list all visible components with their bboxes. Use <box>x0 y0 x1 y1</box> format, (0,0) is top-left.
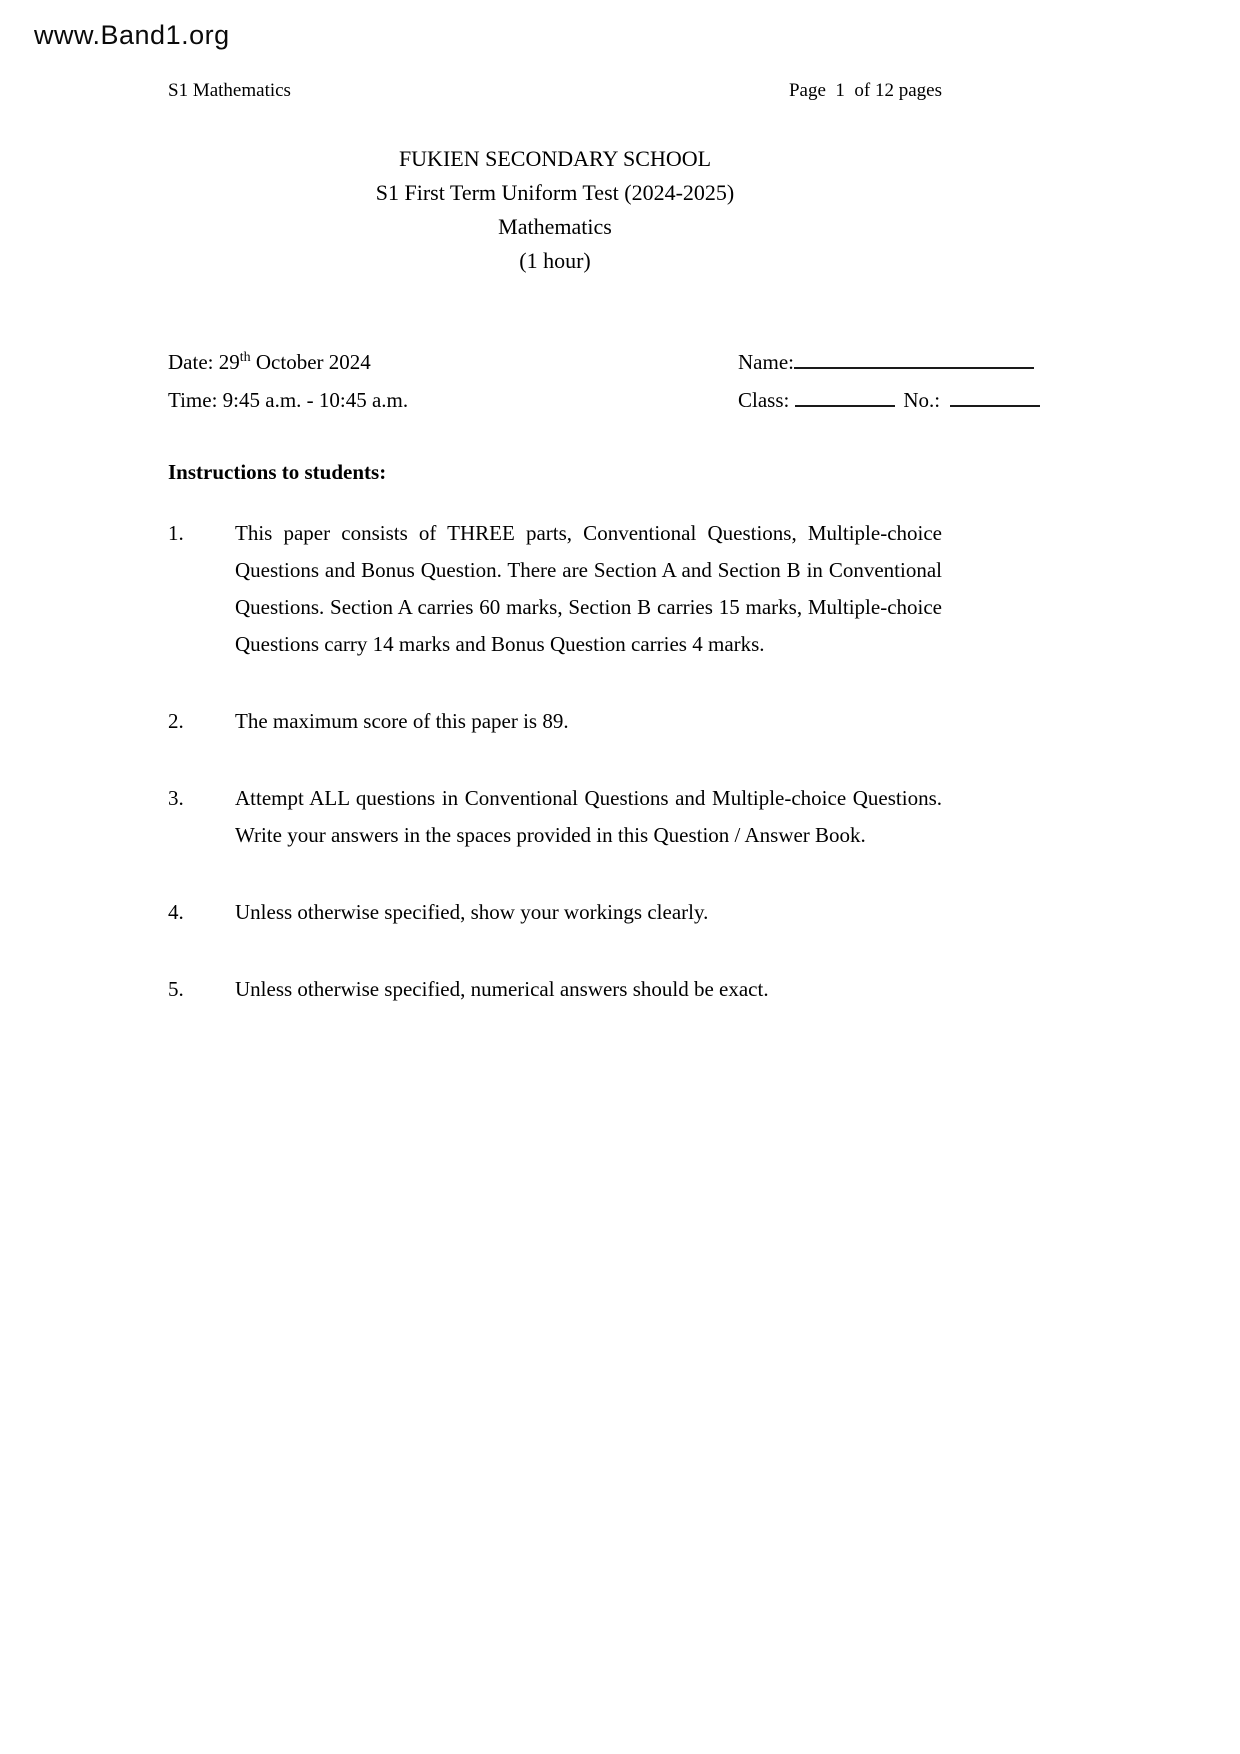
exam-info-section <box>168 345 1048 421</box>
name-blank-line <box>794 345 1034 369</box>
item-text: Attempt ALL questions in Conventional Questions and Multiple-choice Questions. Write your answers in the spaces provided in this Question / Answer Book. <box>235 786 942 847</box>
class-no-fields <box>738 383 1040 413</box>
instruction-item-5 <box>168 971 942 1008</box>
name-label: Name: <box>738 350 794 374</box>
instruction-item-4 <box>168 894 942 931</box>
date-text-rest: October 2024 <box>250 350 371 374</box>
item-number: 1. <box>168 521 184 545</box>
date-name-row <box>168 345 1048 383</box>
item-number: 2. <box>168 709 184 733</box>
page-header <box>168 80 942 102</box>
instructions-heading: Instructions to students: <box>168 460 387 484</box>
instruction-item-3 <box>168 780 942 854</box>
item-number: 3. <box>168 786 184 810</box>
exam-date <box>168 350 738 375</box>
item-text: Unless otherwise specified, numerical answers should be exact. <box>235 977 769 1001</box>
no-blank-line <box>950 383 1040 407</box>
exam-duration: (1 hour) <box>519 248 591 273</box>
item-text: The maximum score of this paper is 89. <box>235 709 569 733</box>
date-text: Date: 29 <box>168 350 240 374</box>
watermark-url: www.Band1.org <box>34 20 230 50</box>
item-text: This paper consists of THREE parts, Conventional Questions, Multiple-choice Questions and Bonus Question. There are Section A and Section B in Conventional Questions. Section A carries 60 marks, Section B carries 15 marks, Multiple-choice Questions carry 14 marks and Bonus Question carries 4 marks. <box>235 521 942 656</box>
name-field <box>738 345 1034 375</box>
document-body <box>168 80 1048 1048</box>
header-course-label: S1 Mathematics <box>168 80 291 101</box>
title-block <box>168 142 942 278</box>
time-class-row <box>168 383 1048 421</box>
instruction-item-2 <box>168 703 942 740</box>
date-ordinal-superscript: th <box>239 350 251 365</box>
item-number: 5. <box>168 977 184 1001</box>
subject-title: Mathematics <box>498 214 612 239</box>
exam-title: S1 First Term Uniform Test (2024-2025) <box>375 180 735 205</box>
exam-time: Time: 9:45 a.m. - 10:45 a.m. <box>168 388 409 412</box>
item-text: Unless otherwise specified, show your workings clearly. <box>235 900 709 924</box>
header-page-number: Page 1 of 12 pages <box>788 80 942 101</box>
instructions-list <box>168 515 942 1008</box>
instruction-item-1 <box>168 515 942 663</box>
class-blank-line <box>795 383 895 407</box>
item-number: 4. <box>168 900 184 924</box>
class-label: Class: <box>738 388 790 412</box>
no-label: No.: <box>903 388 941 412</box>
school-name: FUKIEN SECONDARY SCHOOL <box>398 146 712 171</box>
